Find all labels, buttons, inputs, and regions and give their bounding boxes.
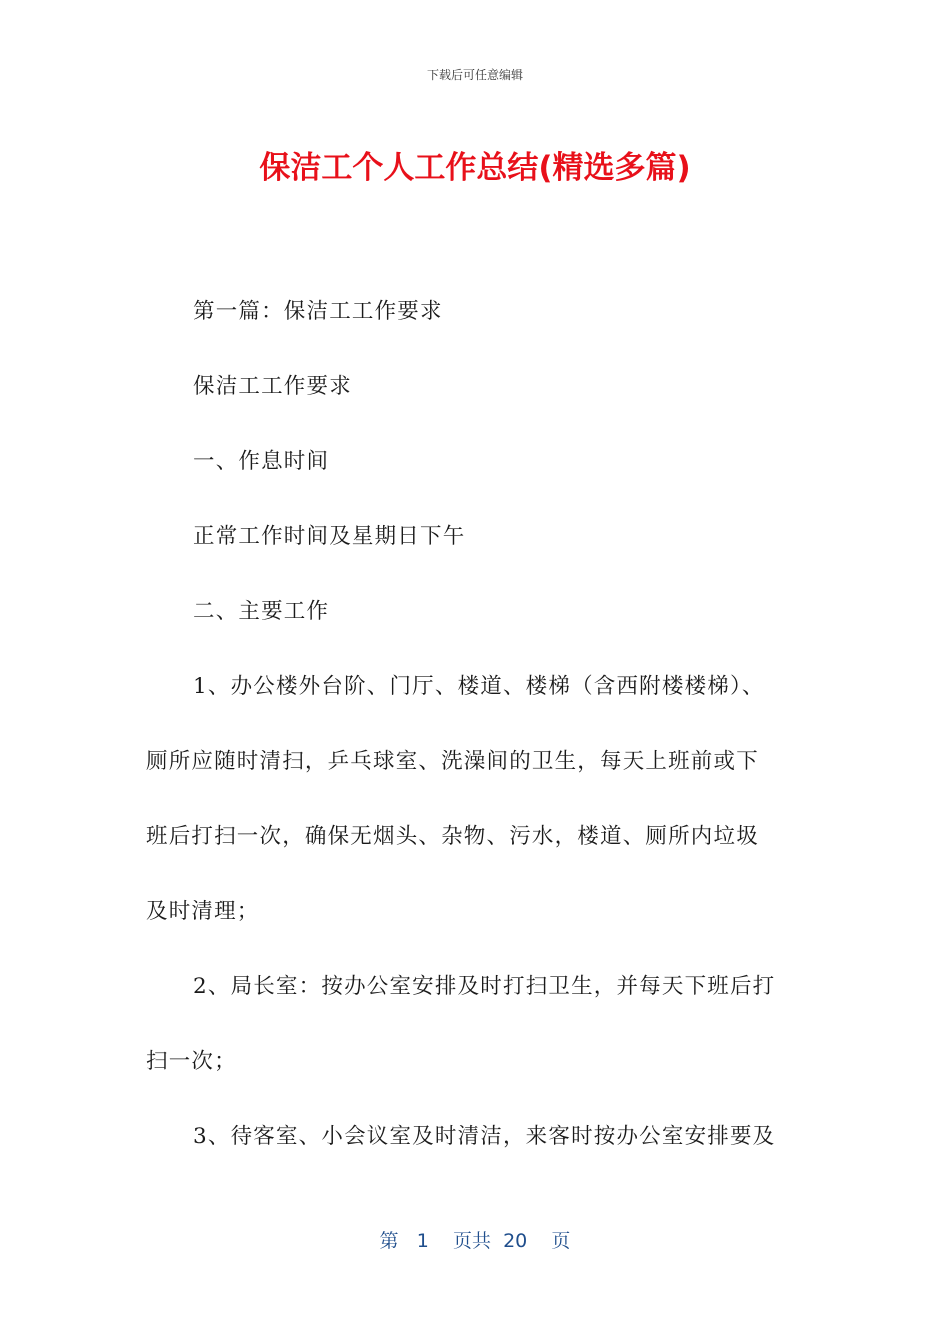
body-line-7: 厕所应随时清扫，乒乓球室、洗澡间的卫生，每天上班前或下 [146, 749, 759, 774]
body-line-11: 扫一次； [146, 1049, 237, 1074]
footer-suffix: 页 [551, 1230, 571, 1252]
footer-total-pages: 20 [503, 1230, 528, 1252]
body-line-1: 第一篇：保洁工工作要求 [193, 299, 443, 324]
body-line-9: 及时清理； [146, 899, 260, 924]
footer-middle: 页共 [452, 1230, 491, 1252]
body-line-6: 1、办公楼外台阶、门厅、楼道、楼梯（含西附楼楼梯）、 [193, 674, 765, 699]
footer-current-page: 1 [416, 1230, 429, 1252]
header-note: 下载后可任意编辑 [426, 68, 523, 82]
body-line-3: 一、作息时间 [193, 449, 330, 474]
body-line-2: 保洁工工作要求 [193, 374, 352, 399]
body-line-8: 班后打扫一次，确保无烟头、杂物、污水，楼道、厕所内垃圾 [146, 824, 759, 849]
body-line-4: 正常工作时间及星期日下午 [193, 524, 466, 549]
document-title: 保洁工个人工作总结(精选多篇) [259, 150, 691, 186]
page-footer [0, 1226, 950, 1253]
body-line-12: 3、待客室、小会议室及时清洁，来客时按办公室安排要及 [193, 1124, 776, 1149]
body-line-5: 二、主要工作 [193, 599, 330, 624]
footer-prefix: 第 [379, 1230, 399, 1252]
document-body [146, 274, 806, 1174]
body-line-10: 2、局长室：按办公室安排及时打扫卫生，并每天下班后打 [193, 974, 776, 999]
